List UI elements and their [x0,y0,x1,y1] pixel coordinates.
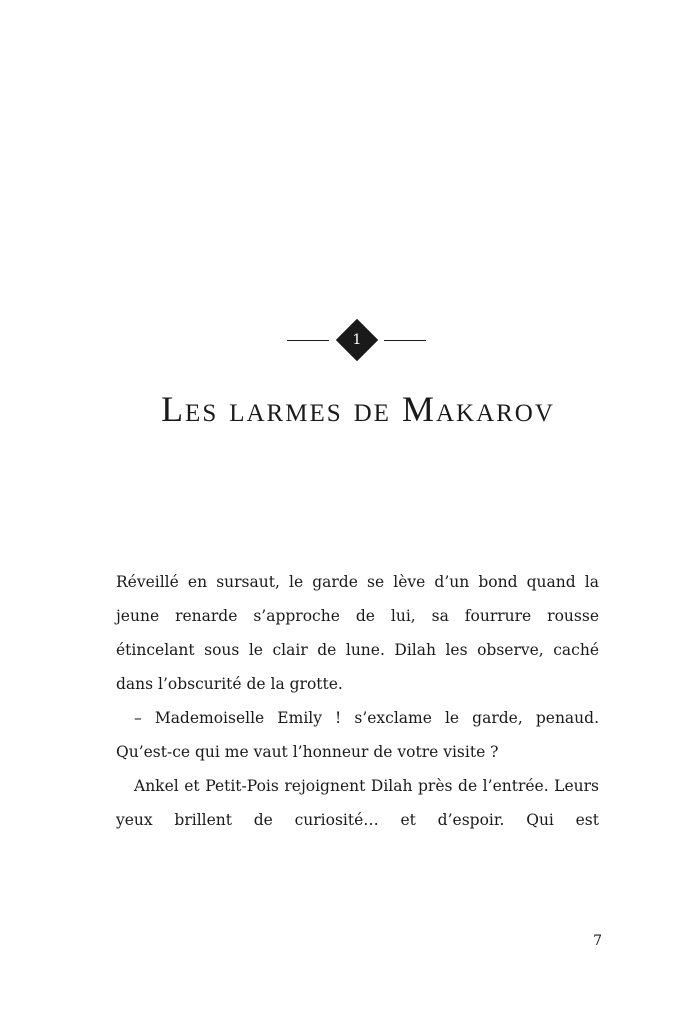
ornament-rule-right [384,340,426,341]
body-text [116,565,599,837]
paragraph: Réveillé en sursaut, le garde se lève d’un bond quand la jeune renarde s’approche de lui, sa fourrure rousse étincelant sous le clair de lune. Dilah les observe, caché dans l’obscurité de la grotte. [116,573,599,693]
page-number: 7 [593,933,602,949]
paragraph: – Mademoiselle Emily ! s’exclame le garde, penaud. Qu’est-ce qui me vaut l’honneur de votre visite ? [116,709,599,761]
chapter-number: 1 [352,332,362,348]
chapter-ornament [0,318,700,364]
paragraph: Ankel et Petit-Pois rejoignent Dilah près de l’entrée. Leurs yeux brillent de curiosité… et d’espoir. Qui est [116,777,599,829]
ornament-rule-left [287,340,329,341]
chapter-title: Les larmes de Makarov [161,389,555,429]
